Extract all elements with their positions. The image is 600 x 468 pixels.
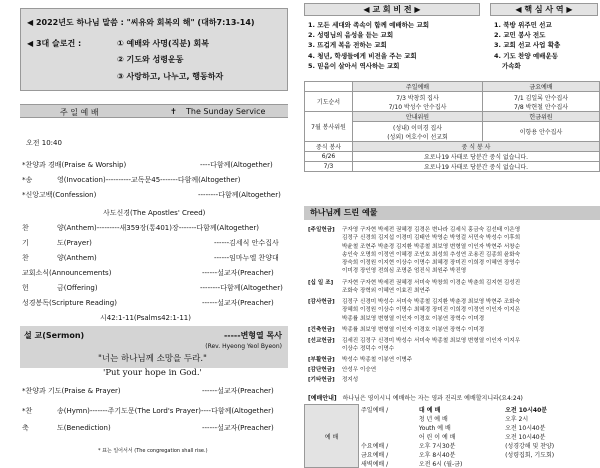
prayer-sunday-1: 7/3 박창희 집사 [396,94,439,102]
key-ministry-list [494,20,560,71]
lunch-note: 요로나19 사태로 당분간 중식 없습니다. [353,162,600,172]
worship-time: 오후 2시 [505,415,529,423]
offering-cell: 이항용 안수집사 [483,122,600,142]
right-column [304,0,600,468]
vision-item: 2. 성령님의 음성을 듣는 교회 [308,31,394,40]
order-detail: 도(Benediction) [57,424,111,432]
row-prayer-label: 기도순서 [305,92,353,112]
order-person: ------설교자(Preacher) [202,387,274,395]
header-box [20,8,288,91]
usher-1: (성내) 이미경 집사 [392,124,443,132]
worship-type [359,432,417,441]
order-item: 찬 [22,254,29,262]
slogan-1: ① 예배와 사명(직분) 회복 [117,39,209,48]
order-item: 축 [22,424,29,432]
worship-verse [308,393,523,402]
offering-category: [감사헌금] [308,299,335,305]
worship-schedule-table [304,404,600,468]
col-friday: 금요예배 [483,82,600,92]
offering-category: [건축헌금] [308,327,335,333]
order-item: *찬 [22,407,33,415]
sermon-title-en: 'Put your hope in God.' [103,368,202,378]
vision-item: 5. 믿음이 살아서 역사하는 교회 [308,61,400,70]
prayer-friday-2: 7/8 박현철 안수집사 [514,103,569,111]
usher-cell [353,122,483,142]
cross-icon: ✝ [170,107,177,116]
order-item: 찬 [22,224,29,232]
order-item: *신앙고백(Confession) [22,191,97,199]
offering-names [342,376,600,384]
offering-category: [선교헌금] [308,338,335,344]
theme-line: ◀ 2022년도 하나님 말씀 : "씨유와 회복의 해" (대하7:13-14) [27,18,255,27]
order-item: 교회소식(Announcements) [22,269,112,277]
offering-category: [부활헌금] [308,357,335,363]
offering-line: 김정구 신경미 박성수 서미숙 박종철 김지환 박춘경 최보영 박현주 조화숙 [342,299,521,305]
offering-names [342,226,600,276]
order-person: --------다함께(Altogether) [200,284,283,292]
offering-category: [감단헌금] [308,367,335,373]
vision-list [308,20,429,71]
vision-item: 1. 모든 세대와 족속이 함께 예배하는 교회 [308,21,430,29]
offering-line: 김세진 김정구 신경미 박성수 서미숙 박종철 최보영 변형열 이인자 이지우 [342,338,521,344]
worship-time: 오전 10시40분 [505,424,546,432]
worship-name: 청 년 예 배 [418,415,448,423]
order-detail: 송(Hymn)-------주기도문(The Lord's Prayer)----다함께(Altogether) [57,407,274,415]
offering-line: 구자영 구자현 박세전 권혜경 김경은 변나라 김세식 홍금숙 김선태 이은영 [342,227,521,233]
vision-heading: ◀ 교 회 비 전 ▶ [304,3,480,16]
lunch-head: 중 식 봉 사 [353,142,600,152]
offering-line: 이상수 정덕수 이명수 [342,346,395,353]
offering-names [342,366,600,374]
order-person: --------다함께(Altogether) [198,191,281,199]
creed-label: 사도신경(The Apostles' Creed) [103,209,206,217]
offering-line: 박성수 박종철 이봉연 이병주 [342,357,413,363]
order-item: 성경봉독(Scripture Reading) [22,299,117,307]
usher-2: (성외) 여호수이 선교회 [387,133,448,141]
offering-line: 장혜희 이정원 이상수 이명수 최혜경 장미진 이희경 이정연 이인자 이지은 [342,307,521,314]
preacher-name: -----변형열 목사 [223,331,282,340]
offering-names [342,337,600,354]
worship-type: 새벽예배 / [361,460,389,468]
offering-line: 송인숙 오명희 이정연 이혜경 조연호 최성희 추성연 조용진 김종희 윤화숙 [342,251,521,258]
order-person: ----다함께(Altogether) [200,161,273,169]
worship-time [503,459,599,468]
order-item: *찬양과 기도(Praise & Prayer) [22,387,121,395]
worship-type [359,423,417,432]
key-item: 가속화 [502,61,521,70]
worship-name: 오후 7시30분 [418,442,456,450]
key-item: 2. 교민 봉사 전도 [494,31,546,40]
service-title-band [20,104,288,118]
lunch-date: 6/26 [305,152,353,162]
order-item: *찬양과 경배(Praise & Worship) [22,161,127,169]
offering-category: [주일헌금] [308,227,335,233]
prayer-friday [483,92,600,112]
offering-category: [십 일 조] [308,280,334,286]
service-time: 오전 10:40 [26,139,62,147]
order-item: 기 [22,239,29,247]
offering-names [342,279,600,296]
offering-head: 헌금위원 [483,112,600,122]
worship-name: 오후 8시40분 [418,451,456,459]
offering-line: 이미경 장인영 전희심 조명준 엄진식 최원주 박진영 [342,268,467,275]
order-detail: 금(Offering) [57,284,98,292]
offering-line: 조화숙 장혁외 이혜연 이효진 최연주 [342,288,431,295]
offering-line: 김정구 신경희 김지섭 이경미 김태안 박영순 박영걸 서민숙 박성수 이후희 [342,235,521,242]
offering-names [342,298,600,323]
offering-names [342,326,600,334]
order-item: 헌 [22,284,29,292]
key-item: 3. 교회 선교 사업 확충 [494,41,561,50]
order-person: ------임마누엘 찬양대 [214,254,279,262]
row-volunteer-label: 7월 봉사위원 [305,112,353,142]
offering-line: 박윤철 조현주 박춘경 김지환 박종철 최보영 변형열 이인자 박현주 서창순 [342,243,521,250]
worship-type: 주일예배 / [361,406,389,414]
order-detail: 양(Anthem)---------새359장(통401)장-------다함께(Altogether) [57,224,260,232]
order-detail: 영(Invocation)----------교독문45-------다함께(Altogether) [57,176,241,184]
vision-item: 3. 뜨겁게 복음 전하는 교회 [308,41,387,50]
offering-line: 정지성 [342,377,359,383]
service-title-ko: 주 일 예 배 [60,108,99,117]
worship-verse-text: 하나님은 영이시니 예배하는 자는 영과 진리로 예배할지니라(요4:24) [342,395,523,402]
sermon-title-ko: "너는 하나님께 소망을 두라." [98,354,207,364]
offering-line: 구자현 구자현 박세전 권혜경 서미숙 박창희 이경순 박춘희 김지현 김성진 [342,280,521,286]
offering-line: 안성우 이승연 [342,367,377,373]
worship-name: 어 린 이 예 배 [418,433,456,441]
order-person: ------설교자(Preacher) [202,299,274,307]
worship-name: Youth 예 배 [418,424,451,432]
usher-head: 안내위원 [353,112,483,122]
order-detail: 양(Anthem) [57,254,97,262]
slogan-2: ② 기도와 성령운동 [117,55,184,64]
worship-verse-label: [예배안내] [308,395,337,402]
lunch-note: 요로나19 사태로 당분간 중식 없습니다. [353,152,600,162]
worship-name: 오전 6시 (월-금) [418,460,463,468]
sermon-label: 설 교(Sermon) [24,331,85,340]
order-person: ------김세식 안수집사 [214,239,279,247]
prayer-sunday [353,92,483,112]
worship-type: 수요예배 / [361,442,389,450]
service-title-en: The Sunday Service [186,107,266,116]
worship-time: (성경강해 및 찬양) [505,442,555,450]
offerings-heading: 하나님께 드린 예물 [304,206,600,220]
duty-table [304,81,600,172]
col-sunday: 주일예배 [353,82,483,92]
key-item: 1. 북방 위주민 선교 [494,21,552,29]
order-person: ------설교자(Preacher) [202,269,274,277]
worship-time: 오전 10시40분 [505,433,546,441]
key-ministry-heading: ◀ 핵 심 사 역 ▶ [490,3,598,16]
duty-corner [305,82,353,92]
order-person: ------설교자(Preacher) [202,424,274,432]
offering-category: [기타헌금] [308,377,335,383]
worship-type: 금요예배 / [361,451,389,459]
slogan-3: ③ 사랑하고, 나누고, 행동하자 [117,72,224,81]
offering-line: 박종률 최보영 변형열 이인자 이경호 이봉연 장혁수 이미경 [342,327,485,333]
scripture-ref: 시42:1-11(Psalms42:1-11) [100,314,191,322]
slogan-label: ◀ 3대 슬로건 : [27,39,82,48]
offering-line: 박종률 최보영 변형열 이인자 이경호 이봉연 장혁수 이미경 [342,315,485,322]
worship-time: (성령집회, 기도회) [505,451,555,459]
left-column [0,0,300,463]
worship-type [359,414,417,423]
worship-side-label: 예 배 [305,405,359,468]
offering-line: 장숙희 이정원 이지현 이상수 이명수 최혜경 장미진 이희경 이혜연 장영수 [342,260,521,267]
order-item: *송 [22,176,33,184]
key-item: 4. 기도 찬양 예배운동 [494,51,559,60]
vision-item: 4. 청년, 학생들에게 비전을 주는 교회 [308,51,417,60]
prayer-sunday-2: 7/10 박성수 안수집사 [388,103,447,111]
preacher-name-en: (Rev. Hyeong Yeol Byeon) [205,343,282,350]
lunch-date: 7/3 [305,162,353,172]
order-detail: 도(Prayer) [57,239,92,247]
offering-names [342,356,600,364]
row-lunch-label: 중식 봉사 [305,142,353,152]
worship-time: 오전 10시40분 [505,406,548,414]
prayer-friday-1: 7/1 김일록 안수집사 [514,94,569,102]
standing-note: * 표는 일어서서 (The congregation shall rise.) [98,448,208,454]
worship-name: 대 예 배 [418,406,441,414]
